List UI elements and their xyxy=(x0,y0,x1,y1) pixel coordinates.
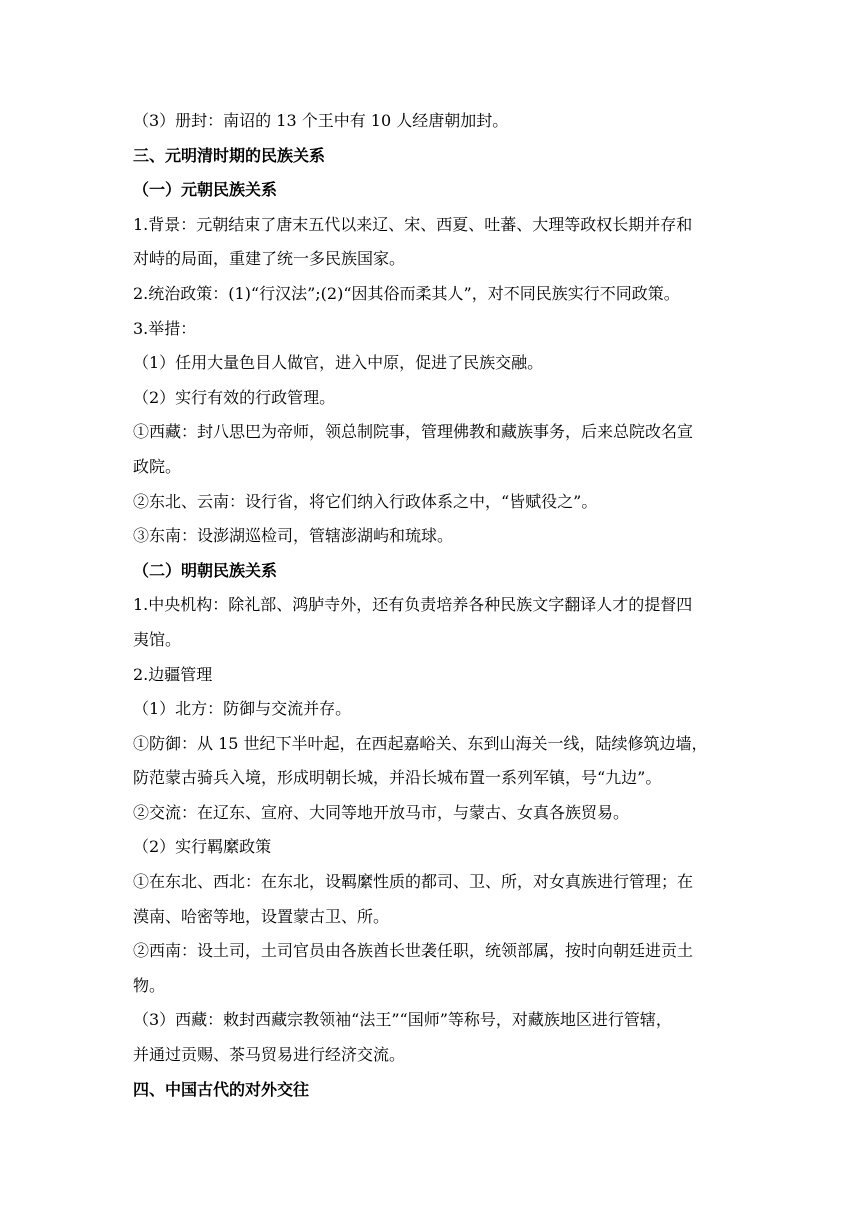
text-line: 并通过贡赐、茶马贸易进行经济交流。 xyxy=(133,1045,406,1065)
text-line: 防范蒙古骑兵入境，形成明朝长城，并沿长城布置一系列军镇，号“九边”。 xyxy=(133,768,662,788)
text-line: 1.中央机构：除礼部、鸿胪寺外，还有负责培养各种民族文字翻译人才的提督四 xyxy=(133,595,693,615)
document-page xyxy=(133,104,738,1107)
section-heading: 四、中国古代的对外交往 xyxy=(133,1079,310,1099)
text-line: 对峙的局面，重建了统一多民族国家。 xyxy=(133,249,406,269)
text-line: 漠南、哈密等地，设置蒙古卫、所。 xyxy=(133,906,390,926)
text-line: 2.统治政策：(1)“行汉法”;(2)“因其俗而柔其人”，对不同民族实行不同政策。 xyxy=(133,283,680,303)
text-line: 夷馆。 xyxy=(133,629,182,649)
subsection-heading: （二）明朝民族关系 xyxy=(133,560,278,580)
text-line: ③东南：设澎湖巡检司，管辖澎湖屿和琉球。 xyxy=(133,526,454,546)
text-line: （3）西藏：敕封西藏宗教领袖“法王”“国师”等称号，对藏族地区进行管辖， xyxy=(133,1010,672,1030)
text-line: （2）实行有效的行政管理。 xyxy=(133,387,336,407)
text-line: 物。 xyxy=(133,975,166,995)
subsection-heading: （一）元朝民族关系 xyxy=(133,180,278,200)
text-line: 政院。 xyxy=(133,456,182,476)
text-line: ②交流：在辽东、宣府、大同等地开放马市，与蒙古、女真各族贸易。 xyxy=(133,802,630,822)
text-line: 2.边疆管理 xyxy=(133,664,213,684)
text-line: （1）任用大量色目人做官，进入中原，促进了民族交融。 xyxy=(133,353,544,373)
text-line: （3）册封：南诏的 13 个王中有 10 人经唐朝加封。 xyxy=(133,111,509,130)
text-line: ②西南：设土司，土司官员由各族酋长世袭任职，统领部属，按时向朝廷进贡土 xyxy=(133,941,694,961)
text-line: 1.背景：元朝结束了唐末五代以来辽、宋、西夏、吐蕃、大理等政权长期并存和 xyxy=(133,214,693,234)
text-line: ①西藏：封八思巴为帝师，领总制院事，管理佛教和藏族事务，后来总院改名宣 xyxy=(133,422,694,442)
text-line: ②东北、云南：设行省，将它们纳入行政体系之中，“皆赋役之”。 xyxy=(133,491,598,511)
text-line: （1）北方：防御与交流并存。 xyxy=(133,699,352,719)
text-line: ①在东北、西北：在东北，设羁縻性质的都司、卫、所，对女真族进行管理；在 xyxy=(133,872,694,892)
section-heading: 三、元明清时期的民族关系 xyxy=(133,145,326,165)
text-line: （2）实行羁縻政策 xyxy=(133,837,272,857)
text-line: ①防御：从 15 世纪下半叶起，在西起嘉峪关、东到山海关一线，陆续修筑边墙， xyxy=(133,733,708,753)
text-line: 3.举措： xyxy=(133,318,197,338)
